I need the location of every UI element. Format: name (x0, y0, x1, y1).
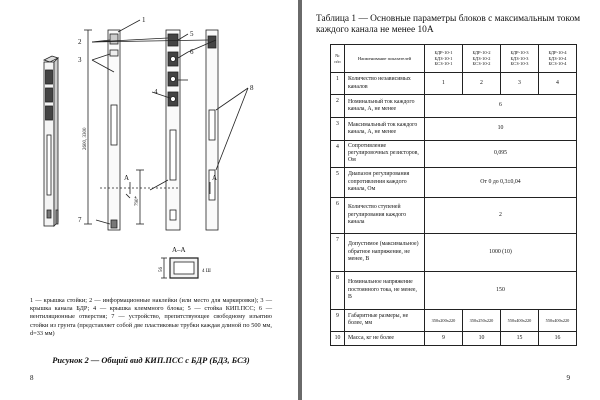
row-name: Масса, кг не более (345, 331, 425, 345)
row-value: 2 (463, 73, 501, 95)
post-front (108, 30, 120, 230)
row-name: Сопротивление регулировочных резисторов, Ом (345, 141, 425, 168)
header-name: Наименование показателей (345, 45, 425, 73)
row-merged-value: 10 (425, 118, 577, 141)
row-number: 10 (331, 331, 345, 345)
row-name: Количество независимых каналов (345, 73, 425, 95)
callout-4: 4 (154, 88, 158, 96)
row-value: 16 (539, 331, 577, 345)
callout-2: 2 (78, 38, 82, 46)
table-row (331, 197, 577, 233)
figure-caption: 1 — крышка стойки; 2 — информационные наклейки (или место для маркировки); 3 — крышка канала БДР; 4 — крышка клеммного блока; 5 — стойка КИП.ПСС; 6 — вентиляционные отверстия; 7 — устройство, препятствующее свободному изъятию стойки из грунта (представляет собой две пластиковые трубки каждая длиной по 500 мм, d=33 мм) (30, 297, 272, 337)
row-name: Габаритные размеры, не более, мм (345, 309, 425, 331)
row-number: 6 (331, 197, 345, 233)
table-row (331, 95, 577, 118)
left-page (0, 0, 298, 400)
row-value: 4 (539, 73, 577, 95)
callout-5: 5 (190, 30, 194, 38)
row-name: Диапазон регулирования сопротивления каждого канала, Ом (345, 167, 425, 197)
table-row (331, 233, 577, 271)
table-row (331, 309, 577, 331)
row-number: 3 (331, 118, 345, 141)
rebar-dimension: 790* (135, 196, 140, 206)
section-label: 4 Ш (202, 269, 211, 274)
row-name: Номинальный ток каждого канала, А, не менее (345, 95, 425, 118)
section-dimension: 56 (159, 267, 164, 272)
callout-3: 3 (78, 56, 82, 64)
row-value: 10 (463, 331, 501, 345)
row-number: 5 (331, 167, 345, 197)
table-row (331, 167, 577, 197)
callout-6: 6 (190, 48, 194, 56)
height-dimension: 2600, 3300 (83, 127, 88, 150)
post-open (166, 30, 180, 230)
right-page (302, 0, 600, 400)
row-number: 9 (331, 309, 345, 331)
header-num: № п/п (331, 45, 345, 73)
row-merged-value: От 0 до 0,3±0,04 (425, 167, 577, 197)
header-col-3: БДР-10-3 БДЗ-10-3 БСЗ-10-3 (501, 45, 539, 73)
table-row (331, 141, 577, 168)
row-merged-value: 6 (425, 95, 577, 118)
row-value: 550х400х220 (501, 309, 539, 331)
post-side (206, 30, 218, 230)
row-value: 9 (425, 331, 463, 345)
row-number: 7 (331, 233, 345, 271)
row-merged-value: 0,095 (425, 141, 577, 168)
callout-7: 7 (78, 216, 82, 224)
table-row (331, 331, 577, 345)
row-number: 8 (331, 271, 345, 309)
figure-title: Рисунок 2 — Общий вид КИП.ПСС с БДР (БДЗ, БСЗ) (52, 356, 250, 365)
row-number: 1 (331, 73, 345, 95)
row-merged-value: 150 (425, 271, 577, 309)
row-value: 1 (425, 73, 463, 95)
callout-8: 8 (250, 84, 254, 92)
figure-drawing (20, 10, 282, 292)
section-marker-right: А (212, 174, 218, 182)
row-name: Номинальное напряжение постоянного тока, не менее, В (345, 271, 425, 309)
section-title: А–А (172, 246, 186, 254)
table-row (331, 271, 577, 309)
section-view (161, 258, 198, 278)
table-row (331, 118, 577, 141)
table-title: Таблица 1 — Основные параметры блоков с максимальным током каждого канала не менее 10А (316, 14, 581, 36)
table-header-row (331, 45, 577, 73)
row-number: 4 (331, 141, 345, 168)
row-number: 2 (331, 95, 345, 118)
page-number: 9 (566, 374, 570, 382)
header-col-1: БДР-10-1 БДЗ-10-1 БСЗ-10-1 (425, 45, 463, 73)
post-perspective (44, 56, 58, 226)
header-col-4: БДР-10-4 БДЗ-10-4 БСЗ-10-4 (539, 45, 577, 73)
row-value: 350х250х220 (463, 309, 501, 331)
row-value: 3 (501, 73, 539, 95)
parameters-table (330, 44, 577, 346)
row-value: 550х400х220 (539, 309, 577, 331)
table-row (331, 73, 577, 95)
callout-1: 1 (142, 16, 146, 24)
row-value: 350х200х220 (425, 309, 463, 331)
header-col-2: БДР-10-2 БДЗ-10-2 БСЗ-10-2 (463, 45, 501, 73)
page-number: 8 (30, 374, 34, 382)
row-name: Максимальный ток каждого канала, А, не менее (345, 118, 425, 141)
row-merged-value: 2 (425, 197, 577, 233)
row-value: 15 (501, 331, 539, 345)
row-name: Допустимое (максимальное) обратное напряжение, не менее, В (345, 233, 425, 271)
row-merged-value: 1000 (10) (425, 233, 577, 271)
section-marker-left: А (124, 174, 130, 182)
row-name: Количество ступеней регулирования каждого канала (345, 197, 425, 233)
